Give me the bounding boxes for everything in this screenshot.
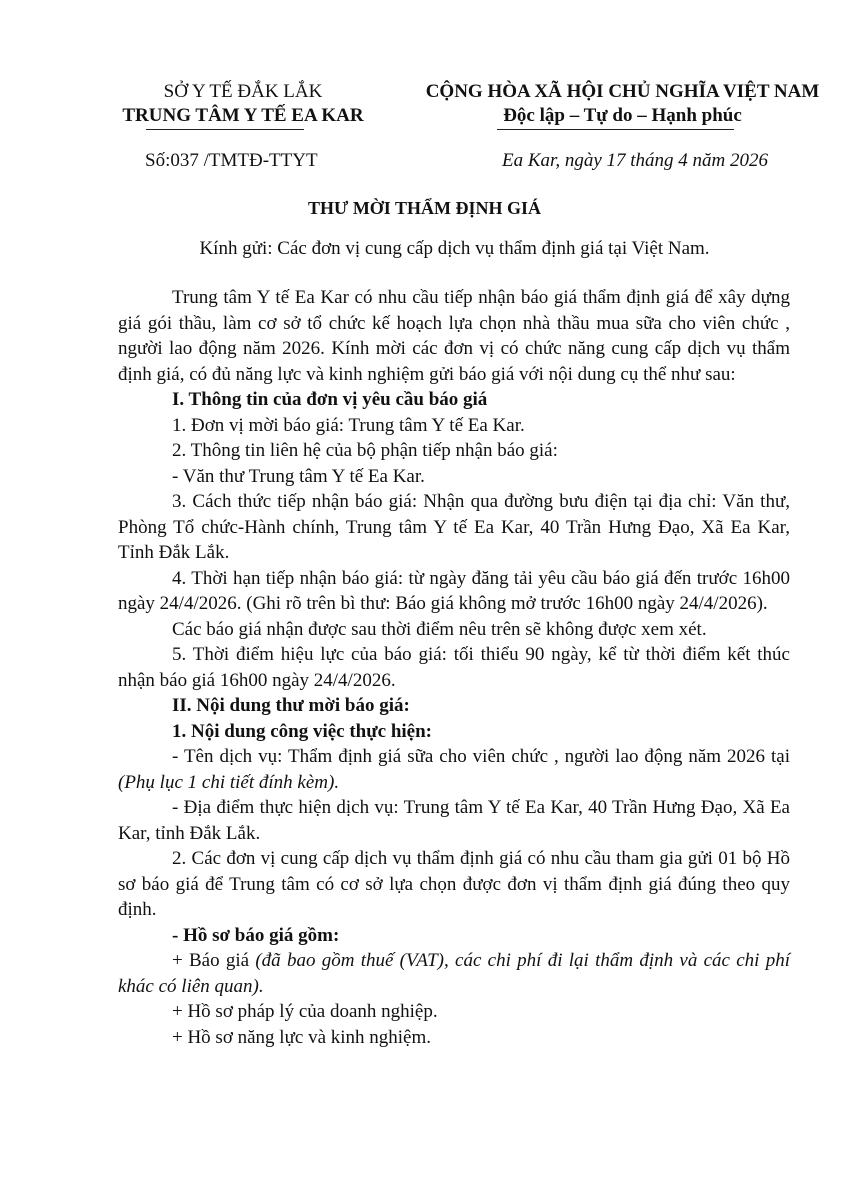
national-motto [400, 80, 845, 128]
dossier-heading: - Hồ sơ báo giá gồm: [172, 924, 340, 946]
recipient-line: Kính gửi: Các đơn vị cung cấp dịch vụ thẩm định giá tại Việt Nam. [199, 238, 710, 259]
place-and-date: Ea Kar, ngày 17 tháng 4 năm 2026 [502, 150, 768, 171]
section-1-item-4: 4. Thời hạn tiếp nhận báo giá: từ ngày đăng tải yêu cầu báo giá đến trước 16h00 ngày 24/4/2026. (Ghi rõ trên bì thư: Báo giá không mở trước 16h00 ngày 24/4/2026). [118, 567, 790, 614]
document-title: THƯ MỜI THẨM ĐỊNH GIÁ [307, 198, 541, 218]
dossier-item-2: + Hồ sơ pháp lý của doanh nghiệp. [172, 1001, 438, 1022]
service-name-text: - Tên dịch vụ: Thẩm định giá sữa cho viên chức , người lao động năm 2026 tại [172, 746, 790, 767]
section-2-item-2: 2. Các đơn vị cung cấp dịch vụ thẩm định giá có nhu cầu tham gia gửi 01 bộ Hồ sơ báo giá để Trung tâm có cơ sở lựa chọn được đơn vị thẩm định giá đúng theo quy định. [118, 848, 790, 920]
parent-agency: SỞ Y TẾ ĐẮK LẮK [163, 81, 323, 102]
section-1-item-2: 2. Thông tin liên hệ của bộ phận tiếp nhận báo giá: [172, 440, 558, 461]
country-name: CỘNG HÒA XÃ HỘI CHỦ NGHĨA VIỆT NAM [425, 81, 820, 102]
section-2-heading: II. Nội dung thư mời báo giá: [172, 695, 410, 716]
dossier-item-1 [118, 948, 790, 999]
section-1-item-3: 3. Cách thức tiếp nhận báo giá: Nhận qua đường bưu điện tại địa chỉ: Văn thư, Phòng Tổ chức-Hành chính, Trung tâm Y tế Ea Kar, 40 Trần Hưng Đạo, Xã Ea Kar, Tỉnh Đắk Lắk. [118, 491, 790, 563]
agency-name: TRUNG TÂM Y TẾ EA KAR [122, 105, 364, 126]
motto-underline [497, 129, 734, 130]
agency-underline [146, 129, 304, 130]
service-location: - Địa điểm thực hiện dịch vụ: Trung tâm Y tế Ea Kar, 40 Trần Hưng Đạo, Xã Ea Kar, tỉnh Đắk Lắk. [118, 797, 790, 844]
section-2-sub-1-heading: 1. Nội dung công việc thực hiện: [172, 720, 432, 742]
section-1-item-5: 5. Thời điểm hiệu lực của báo giá: tối thiểu 90 ngày, kể từ thời điểm kết thúc nhận báo giá 16h00 ngày 24/4/2026. [118, 644, 790, 691]
dossier-item-1-note: (đã bao gồm thuế (VAT), các chi phí đi lại thẩm định và các chi phí khác có liên quan). [118, 950, 790, 997]
intro-paragraph: Trung tâm Y tế Ea Kar có nhu cầu tiếp nhận báo giá thẩm định giá để xây dựng giá gói thầu, làm cơ sở tổ chức kế hoạch lựa chọn nhà thầu mua sữa cho viên chức , người lao động năm 2026. Kính mời các đơn vị có chức năng cung cấp dịch vụ thẩm định giá, có đủ năng lực và kinh nghiệm gửi báo giá với nội dung cụ thể như sau: [118, 287, 790, 385]
dossier-item-3: + Hồ sơ năng lực và kinh nghiệm. [172, 1026, 432, 1048]
section-1-item-1: 1. Đơn vị mời báo giá: Trung tâm Y tế Ea Kar. [172, 414, 525, 436]
issuing-agency [100, 80, 386, 128]
document-body [118, 285, 790, 1050]
service-name [118, 744, 790, 795]
section-1-note: Các báo giá nhận được sau thời điểm nêu trên sẽ không được xem xét. [172, 618, 707, 640]
section-1-item-2-sub: - Văn thư Trung tâm Y tế Ea Kar. [172, 465, 425, 487]
dossier-item-1-text: + Báo giá [172, 950, 256, 971]
document-number: Số:037 /TMTĐ-TTYT [145, 150, 318, 171]
section-1-heading: I. Thông tin của đơn vị yêu cầu báo giá [172, 389, 488, 410]
motto: Độc lập – Tự do – Hạnh phúc [503, 105, 742, 126]
appendix-reference: (Phụ lục 1 chi tiết đính kèm). [118, 771, 340, 793]
